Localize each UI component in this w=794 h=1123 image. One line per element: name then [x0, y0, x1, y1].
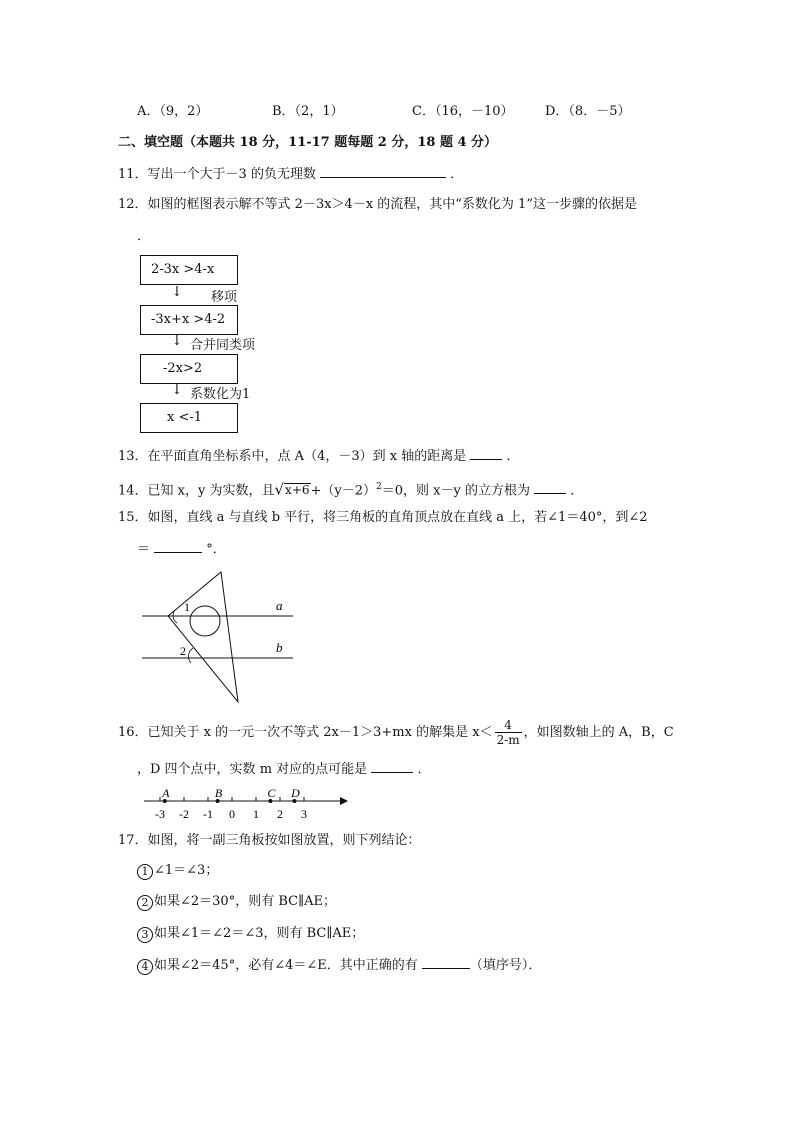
- q16-end: ．: [417, 762, 431, 777]
- q17-item-1-text: ∠1＝∠3；: [154, 863, 219, 878]
- q16-answer-blank[interactable]: [371, 760, 413, 773]
- flow-arrow-3: ↓: [171, 382, 183, 398]
- q17-item-2: [137, 893, 336, 911]
- q16-number-line: [140, 786, 360, 822]
- triangle-hole: [190, 606, 220, 636]
- flow-box-2: -3x+x >4-2: [140, 305, 238, 335]
- question-11: [118, 165, 463, 184]
- point-label-a: A: [162, 786, 170, 800]
- axis-tick-label: -1: [203, 807, 213, 821]
- q15-line2: [137, 540, 226, 559]
- flow-box-3: -2x>2: [140, 354, 238, 384]
- axis-tick-label: 2: [277, 807, 283, 821]
- axis-tick-label: 1: [253, 807, 259, 821]
- point-label-c: C: [267, 786, 276, 800]
- q16-fraction: [495, 718, 522, 747]
- point-label-b: B: [214, 786, 223, 800]
- q17-item-4-num: 4: [137, 959, 153, 975]
- q14-mid: +（y－2）: [310, 483, 377, 499]
- label-2: 2: [180, 644, 186, 658]
- q11-answer-blank[interactable]: [320, 165, 446, 178]
- option-d: D．（8．－5）: [545, 104, 631, 119]
- angle-2-arc: [188, 648, 193, 663]
- question-12: 12．如图的框图表示解不等式 2－3x＞4－x 的流程，其中“系数化为 1”这一步骤的依据是: [118, 197, 637, 212]
- q17-answer-blank[interactable]: [422, 956, 470, 969]
- q17-item-4-text: 如果∠2＝45°，必有∠4＝∠E．其中正确的有: [154, 958, 418, 973]
- question-14: 14．已知 x，y 为实数，且$√x+6+(y-2)^2=0$，则 x－y 的立方根为 ．: [118, 480, 584, 499]
- flow-step-3: 系数化为1: [190, 387, 251, 402]
- q17-item-4: [137, 956, 541, 975]
- flow-box-1: 2-3x >4-x: [140, 255, 238, 285]
- label-1: 1: [184, 600, 190, 614]
- q17-item-1: [137, 862, 218, 880]
- q17-item-4-tail: （填序号）．: [469, 958, 542, 973]
- question-15: 15．如图，直线 a 与直线 b 平行，将三角板的直角顶点放在直线 a 上，若∠1＝40°，到∠2: [118, 510, 648, 525]
- question-13: [118, 447, 520, 466]
- axis-tick-label: -2: [179, 807, 189, 821]
- q15-eq: ＝: [137, 542, 151, 557]
- q14-post: ＝0，则 x－y 的立方根为: [381, 483, 530, 499]
- label-b: b: [276, 640, 283, 655]
- q17-item-1-num: 1: [137, 864, 153, 880]
- option-c: C．（16，－10）: [412, 104, 514, 119]
- q14-radicand: x+6: [285, 483, 310, 498]
- axis-tick-label: 0: [229, 807, 235, 821]
- flow-box-4: x <-1: [140, 403, 238, 433]
- q16-line2-text: ，D 四个点中，实数 m 对应的点可能是: [137, 762, 368, 777]
- q13-end: ．: [506, 449, 520, 464]
- flow-arrow-2: ↓: [171, 333, 183, 349]
- q17-item-3-text: 如果∠1＝∠2＝∠3，则有 BC∥AE；: [154, 926, 365, 941]
- q13-answer-blank[interactable]: [470, 447, 502, 460]
- q14-exponent: 2: [376, 482, 382, 492]
- q14-answer-blank[interactable]: [534, 481, 566, 494]
- q17-item-3: [137, 925, 364, 943]
- q12-period: ．: [137, 229, 151, 244]
- q16-frac-num: 4: [495, 718, 522, 733]
- q17-item-2-num: 2: [137, 895, 153, 911]
- question-16: [118, 718, 674, 748]
- axis-tick-label: 3: [301, 807, 307, 821]
- q16-post: ，如图数轴上的 A，B，C: [523, 725, 674, 740]
- q16-frac-den: 2-m: [496, 733, 520, 747]
- q13-text: 13．在平面直角坐标系中，点 A（4，－3）到 x 轴的距离是: [118, 449, 467, 464]
- q17-item-2-text: 如果∠2＝30°，则有 BC∥AE；: [154, 894, 336, 909]
- q16-pre: 16．已知关于 x 的一元一次不等式 2x－1＞3+mx 的解集是 x＜: [118, 725, 493, 740]
- axis-tick-label: -3: [155, 807, 165, 821]
- flow-step-1: 移项: [211, 290, 238, 305]
- q11-text: 11．写出一个大于－3 的负无理数: [118, 167, 316, 182]
- option-b: B．（2，1）: [272, 104, 344, 119]
- q14-end: ．: [570, 483, 584, 499]
- flow-step-2: 合并同类项: [190, 338, 256, 353]
- q16-line2: [137, 760, 430, 779]
- option-a: A．（9，2）: [137, 104, 209, 119]
- question-17: 17．如图，将一副三角板按如图放置，则下列结论：: [118, 833, 421, 848]
- q15-degree: °．: [206, 542, 226, 557]
- q11-end: ．: [450, 167, 464, 182]
- axis-arrow: [340, 797, 348, 805]
- q15-figure: [135, 568, 305, 708]
- point-label-d: D: [291, 786, 300, 800]
- triangle-ruler: [168, 572, 238, 702]
- q14-pre: 14．已知 x，y 为实数，且: [118, 483, 275, 499]
- q17-item-3-num: 3: [137, 927, 153, 943]
- q15-answer-blank[interactable]: [154, 540, 202, 553]
- flow-arrow-1: ↓: [171, 284, 183, 300]
- label-a: a: [276, 598, 283, 613]
- section-title: 二、填空题（本题共 18 分，11-17 题每题 2 分，18 题 4 分）: [118, 135, 498, 150]
